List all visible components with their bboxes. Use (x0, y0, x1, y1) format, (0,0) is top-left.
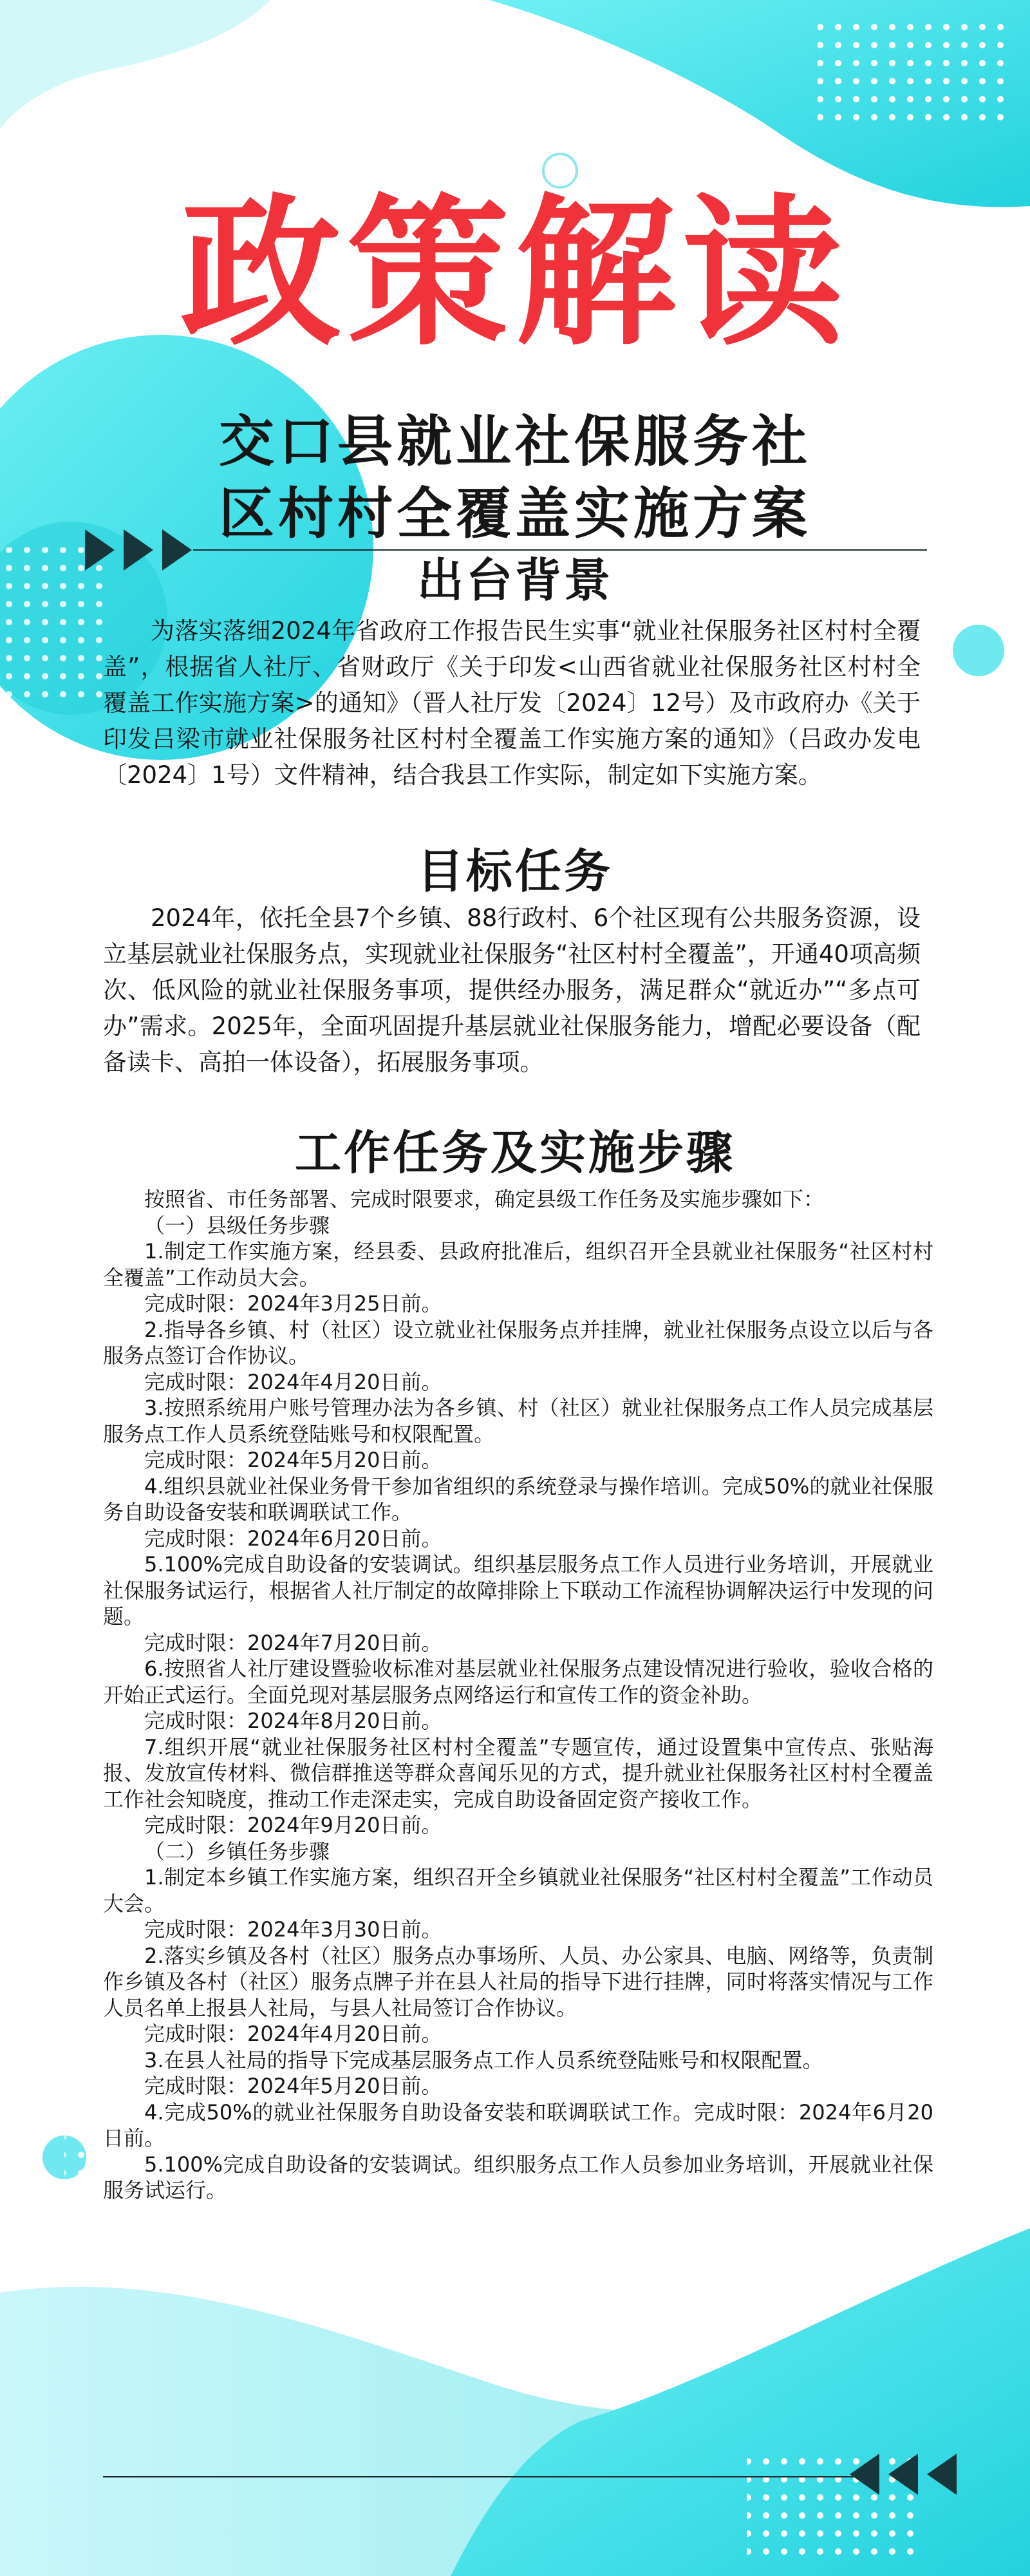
task-deadline: 完成时限：2024年4月20日前。 (144, 1369, 442, 1394)
title-divider (193, 549, 927, 551)
bottom-divider (103, 2476, 863, 2477)
left-arrow-icon (888, 2454, 918, 2495)
task-step: 5.100%完成自助设备的安装调试。组织基层服务点工作人员进行业务培训，开展就业社保服务试运行，根据省人社厅制定的故障排除上下联动工作流程协调解决运行中发现的问题。 (103, 1552, 933, 1629)
task-step: 3.在县人社局的指导下完成基层服务点工作人员系统登陆账号和权限配置。 (144, 2047, 823, 2072)
task-steps (103, 1186, 933, 2204)
task-step: 4.组织县就业社保业务骨干参加省组织的系统登录与操作培训。完成50%的就业社保服务自助设备安装和联调联试工作。 (103, 1473, 933, 1524)
section-heading-tasks: 工作任务及实施步骤 (294, 1126, 735, 1180)
task-step: 1.制定工作实施方案，经县委、县政府批准后，组织召开全县就业社保服务“社区村村全覆盖”工作动员大会。 (103, 1239, 933, 1290)
task-step: 3.按照系统用户账号管理办法为各乡镇、村（社区）就业社保服务点工作人员完成基层服务点工作人员系统登陆账号和权限配置。 (103, 1396, 933, 1446)
task-deadline: 完成时限：2024年6月20日前。 (144, 1526, 442, 1551)
document-title-line-2: 区村村全覆盖实施方案 (219, 482, 811, 546)
task-deadline: 完成时限：2024年9月20日前。 (144, 1813, 442, 1837)
task-step: 5.100%完成自助设备的安装调试。组织服务点工作人员参加业务培训，开展就业社保服务试运行。 (103, 2152, 933, 2202)
section-heading-background: 出台背景 (417, 553, 613, 607)
task-deadline: 完成时限：2024年4月20日前。 (144, 2022, 442, 2046)
document-title-line-1: 交口县就业社保服务社 (219, 410, 811, 474)
background-paragraph: 为落实落细2024年省政府工作报告民生实事“就业社保服务社区村村全覆盖”，根据省人社厅、省财政厅《关于印发<山西省就业社保服务社区村村全覆盖工作实施方案>的通知》（晋人社厅发〔2024〕12号）及市政府办《关于印发吕梁市就业社保服务社区村村全覆盖工作实施方案的通知》（吕政办发电〔2024〕1号）文件精神，结合我县工作实际，制定如下实施方案。 (103, 617, 921, 789)
document-title (193, 406, 837, 550)
task-deadline: 完成时限：2024年7月20日前。 (144, 1630, 442, 1655)
task-subheading-county: （一）县级任务步骤 (144, 1213, 330, 1238)
left-arrow-icon (927, 2454, 957, 2495)
task-step: 7.组织开展“就业社保服务社区村村全覆盖”专题宣传，通过设置集中宣传点、张贴海报、发放宣传材料、微信群推送等群众喜闻乐见的方式，提升就业社保服务社区村村全覆盖工作社会知晓度，推动工作走深走实，完成自助设备固定资产接收工作。 (103, 1734, 933, 1812)
left-arrow-icon (850, 2454, 879, 2495)
task-step: 4.完成50%的就业社保服务自助设备安装和联调联试工作。完成时限：2024年6月20日前。 (103, 2099, 933, 2150)
task-deadline: 完成时限：2024年5月20日前。 (144, 1448, 442, 1472)
task-deadline: 完成时限：2024年3月25日前。 (144, 1291, 442, 1316)
task-step: 6.按照省人社厅建设暨验收标准对基层就业社保服务点建设情况进行验收，验收合格的开始正式运行。全面兑现对基层服务点网络运行和宣传工作的资金补助。 (103, 1656, 933, 1707)
main-title: 政策解读 (180, 180, 850, 367)
task-deadline: 完成时限：2024年8月20日前。 (144, 1709, 442, 1733)
task-step: 2.落实乡镇及各村（社区）服务点办事场所、人员、办公家具、电脑、网络等，负责制作乡镇及各村（社区）服务点牌子并在县人社局的指导下进行挂牌，同时将落实情况与工作人员名单上报县人社局，与县人社局签订合作协议。 (103, 1943, 933, 2020)
task-step: 1.制定本乡镇工作实施方案，组织召开全乡镇就业社保服务“社区村村全覆盖”工作动员大会。 (103, 1865, 933, 1916)
task-step: 2.指导各乡镇、村（社区）设立就业社保服务点并挂牌，就业社保服务点设立以后与各服务点签订合作协议。 (103, 1317, 933, 1368)
task-subheading-township: （二）乡镇任务步骤 (144, 1839, 330, 1864)
task-deadline: 完成时限：2024年3月30日前。 (144, 1917, 442, 1942)
task-step: 按照省、市任务部署、完成时限要求，确定县级工作任务及实施步骤如下： (144, 1187, 825, 1211)
task-deadline: 完成时限：2024年5月20日前。 (144, 2074, 442, 2098)
section-heading-goals: 目标任务 (417, 844, 613, 898)
goals-paragraph: 2024年，依托全县7个乡镇、88行政村、6个社区现有公共服务资源，设立基层就业社保服务点，实现就业社保服务“社区村村全覆盖”，开通40项高频次、低风险的就业社保服务事项，提供经办服务，满足群众“就近办”“多点可办”需求。2025年，全面巩固提升基层就业社保服务能力，增配必要设备（配备读卡、高拍一体设备），拓展服务事项。 (103, 904, 921, 1076)
